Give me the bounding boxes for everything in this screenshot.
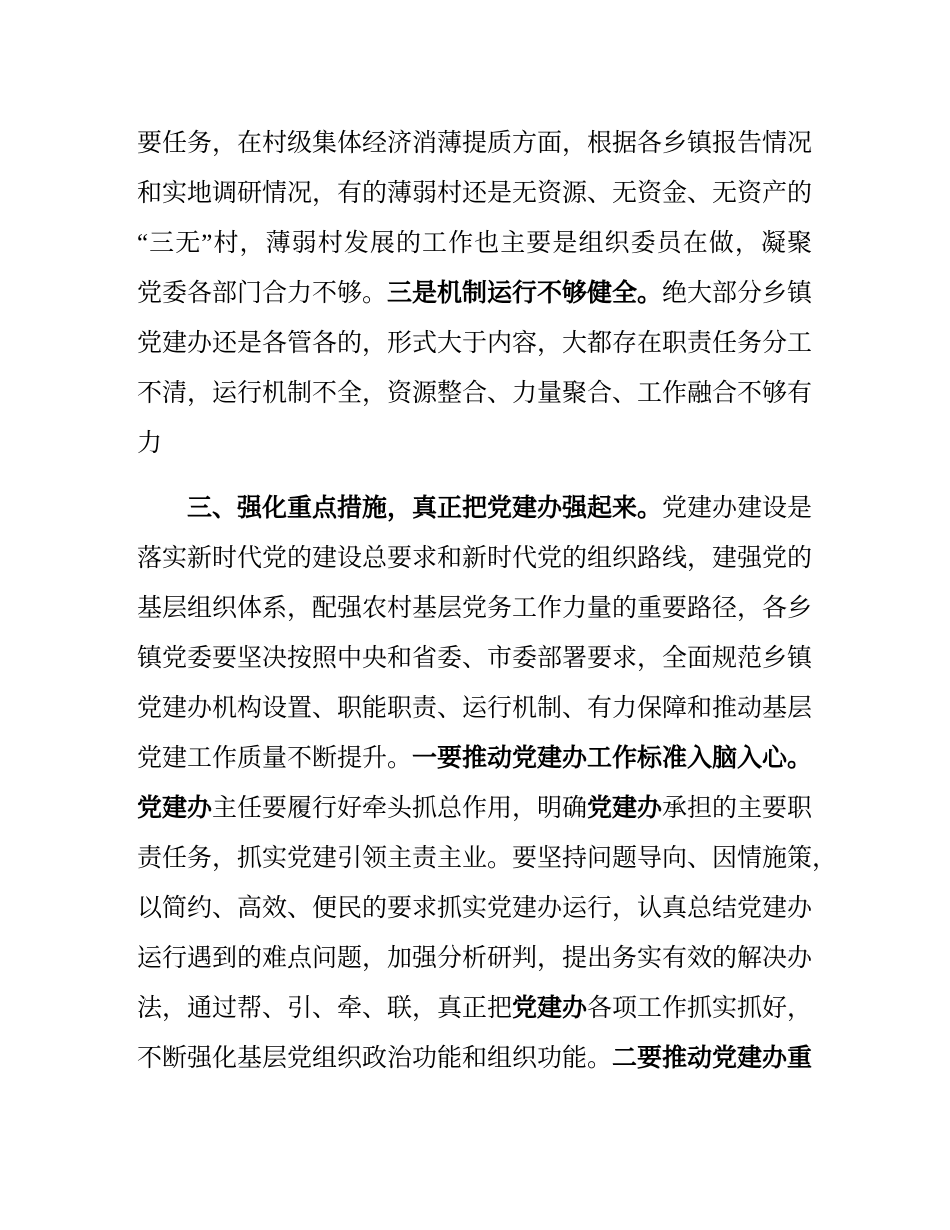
text-segment: 承担的主要职 <box>662 795 813 822</box>
text-line <box>137 684 812 734</box>
text-line <box>137 319 812 369</box>
text-line <box>137 119 812 169</box>
text-segment: 不断强化基层党组织政治功能和组织功能。 <box>137 1045 613 1072</box>
bold-text-segment: 党建办 <box>137 795 213 822</box>
text-line <box>137 834 838 884</box>
text-line <box>137 984 812 1034</box>
bold-text-segment: 三是机制运行不够健全。 <box>387 280 663 307</box>
text-line <box>137 419 812 469</box>
text-line <box>137 634 812 684</box>
text-segment: 党建办还是各管各的，形式大于内容，大都存在职责任务分工 <box>137 330 813 357</box>
text-segment: 党委各部门合力不够。 <box>137 280 388 307</box>
text-segment: 不清，运行机制不全，资源整合、力量聚合、工作融合不够有 <box>137 380 813 407</box>
text-segment: 以简约、高效、便民的要求抓实党建办运行，认真总结党建办 <box>137 895 813 922</box>
text-segment: 基层组织体系，配强农村基层党务工作力量的重要路径，各乡 <box>137 595 813 622</box>
text-segment: 各项工作抓实抓好， <box>587 995 813 1022</box>
text-segment: “三无”村，薄弱村发展的工作也主要是组织委员在做，凝聚 <box>137 230 812 257</box>
text-segment: 责任务，抓实党建引领主责主业。要坚持问题导向、因情施策， <box>137 845 838 872</box>
text-line <box>137 534 812 584</box>
text-line <box>137 169 812 219</box>
paragraph <box>137 119 812 469</box>
document-body <box>137 119 838 1084</box>
text-line <box>137 484 812 534</box>
text-line <box>137 584 812 634</box>
text-segment: 运行遇到的难点问题，加强分析研判，提出务实有效的解决办 <box>137 945 813 972</box>
text-segment: 党建办机构设置、职能职责、运行机制、有力保障和推动基层 <box>137 695 813 722</box>
text-line <box>137 219 812 269</box>
text-segment: 绝大部分乡镇 <box>662 280 813 307</box>
bold-text-segment: 党建办 <box>512 995 588 1022</box>
text-segment: 和实地调研情况，有的薄弱村还是无资源、无资金、无资产的 <box>137 180 813 207</box>
bold-text-segment: 党建办 <box>587 795 663 822</box>
text-segment: 党建办建设是 <box>662 495 813 522</box>
bold-text-segment: 二要推动党建办重 <box>612 1045 813 1072</box>
text-segment: 法，通过帮、引、牵、联，真正把 <box>137 995 513 1022</box>
text-line <box>137 784 812 834</box>
text-segment: 要任务，在村级集体经济消薄提质方面，根据各乡镇报告情况 <box>137 130 813 157</box>
text-line <box>137 369 812 419</box>
bold-text-segment: 一要推动党建办工作标准入脑入心。 <box>412 745 813 772</box>
text-segment: 落实新时代党的建设总要求和新时代党的组织路线，建强党的 <box>137 545 813 572</box>
text-line <box>137 884 812 934</box>
bold-text-segment: 三、强化重点措施，真正把党建办强起来。 <box>187 495 663 522</box>
text-line <box>137 269 812 319</box>
text-segment: 主任要履行好牵头抓总作用，明确 <box>212 795 588 822</box>
text-segment: 镇党委要坚决按照中央和省委、市委部署要求，全面规范乡镇 <box>137 645 813 672</box>
text-segment: 党建工作质量不断提升。 <box>137 745 413 772</box>
text-line <box>137 934 812 984</box>
text-segment: 力 <box>137 430 163 457</box>
paragraph <box>137 484 838 1084</box>
text-line <box>137 734 812 784</box>
text-line <box>137 1034 812 1084</box>
